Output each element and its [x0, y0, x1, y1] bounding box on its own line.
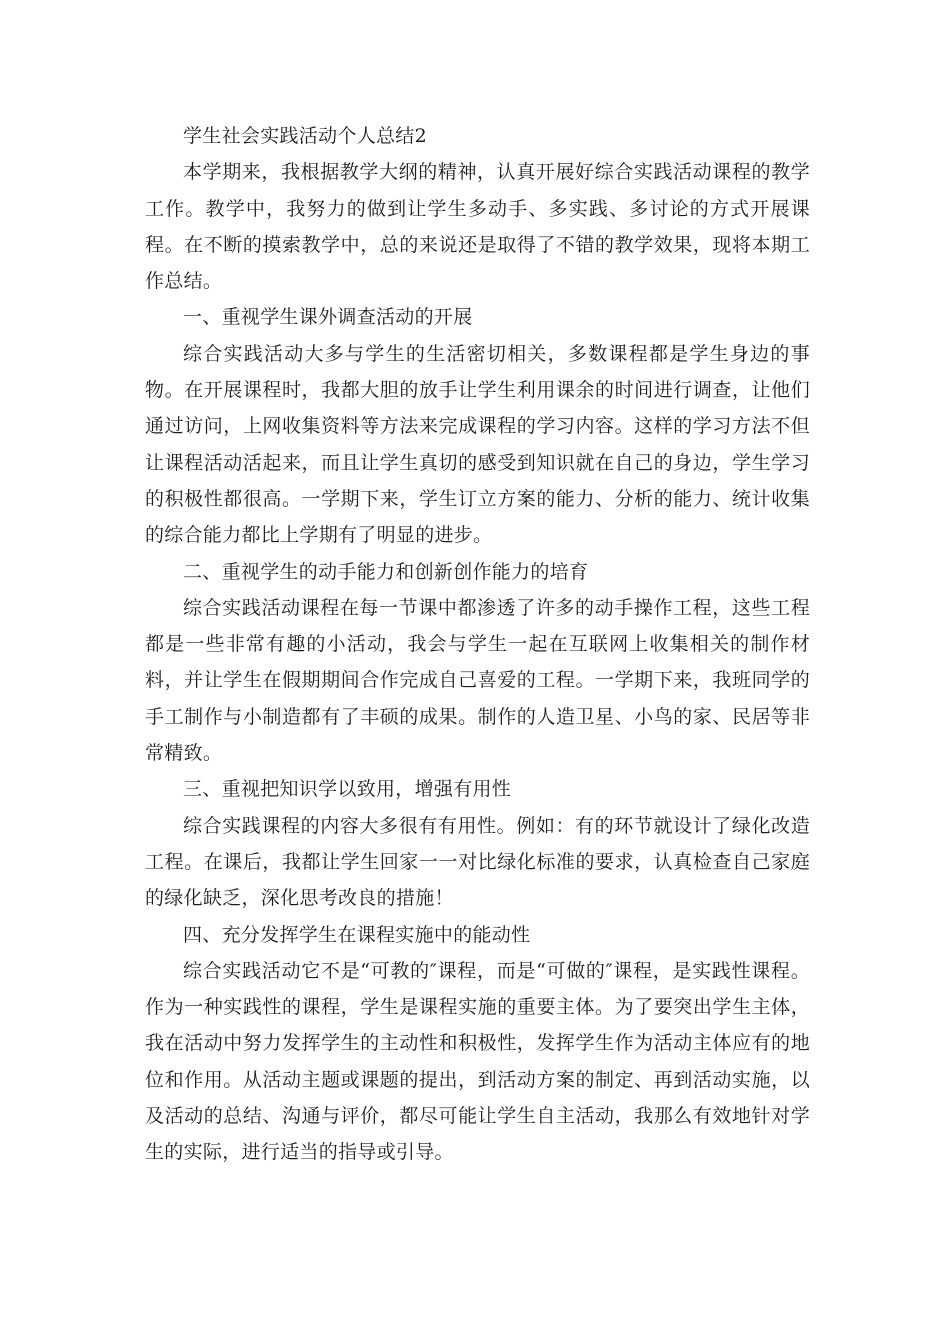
paragraph-section-4: 综合实践活动它不是“可教的″课程，而是“可做的″课程，是实践性课程。作为一种实践性的课程，学生是课程实施的重要主体。为了要突出学生主体，我在活动中努力发挥学生的主动性和积极性，发挥学生作为活动主体应有的地位和作用。从活动主题或课题的提出，到活动方案的制定、再到活动实施，以及活动的总结、沟通与评价，都尽可能让学生自主活动，我那么有效地针对学生的实际，进行适当的指导或引导。	[145, 959, 810, 1164]
document-body	[145, 118, 810, 1171]
section-heading-2: 二、重视学生的动手能力和创新创作能力的培育	[183, 560, 589, 583]
section-heading-3: 三、重视把知识学以致用，增强有用性	[183, 778, 512, 801]
paragraph-section-2: 综合实践活动课程在每一节课中都渗透了许多的动手操作工程，这些工程都是一些非常有趣的小活动，我会与学生一起在互联网上收集相关的制作材料，并让学生在假期期间合作完成自己喜爱的工程。一学期下来，我班同学的手工制作与小制造都有了丰硕的成果。制作的人造卫星、小鸟的家、民居等非常精致。	[145, 596, 810, 765]
paragraph-section-3: 综合实践课程的内容大多很有有用性。例如：有的环节就设计了绿化改造工程。在课后，我都让学生回家一一对比绿化标准的要求，认真检查自己家庭的绿化缺乏，深化思考改良的措施！	[145, 814, 810, 910]
section-heading-4: 四、充分发挥学生在课程实施中的能动性	[183, 923, 531, 946]
document-title: 学生社会实践活动个人总结2	[183, 125, 427, 147]
paragraph-intro: 本学期来，我根据教学大纲的精神，认真开展好综合实践活动课程的教学工作。教学中，我努力的做到让学生多动手、多实践、多讨论的方式开展课程。在不断的摸索教学中，总的来说还是取得了不错的教学效果，现将本期工作总结。	[145, 161, 810, 293]
section-heading-1: 一、重视学生课外调查活动的开展	[183, 306, 473, 329]
paragraph-section-1: 综合实践活动大多与学生的生活密切相关，多数课程都是学生身边的事物。在开展课程时，我都大胆的放手让学生利用课余的时间进行调查，让他们通过访问，上网收集资料等方法来完成课程的学习内容。这样的学习方法不但让课程活动活起来，而且让学生真切的感受到知识就在自己的身边，学生学习的积极性都很高。一学期下来，学生订立方案的能力、分析的能力、统计收集的综合能力都比上学期有了明显的进步。	[145, 342, 810, 547]
